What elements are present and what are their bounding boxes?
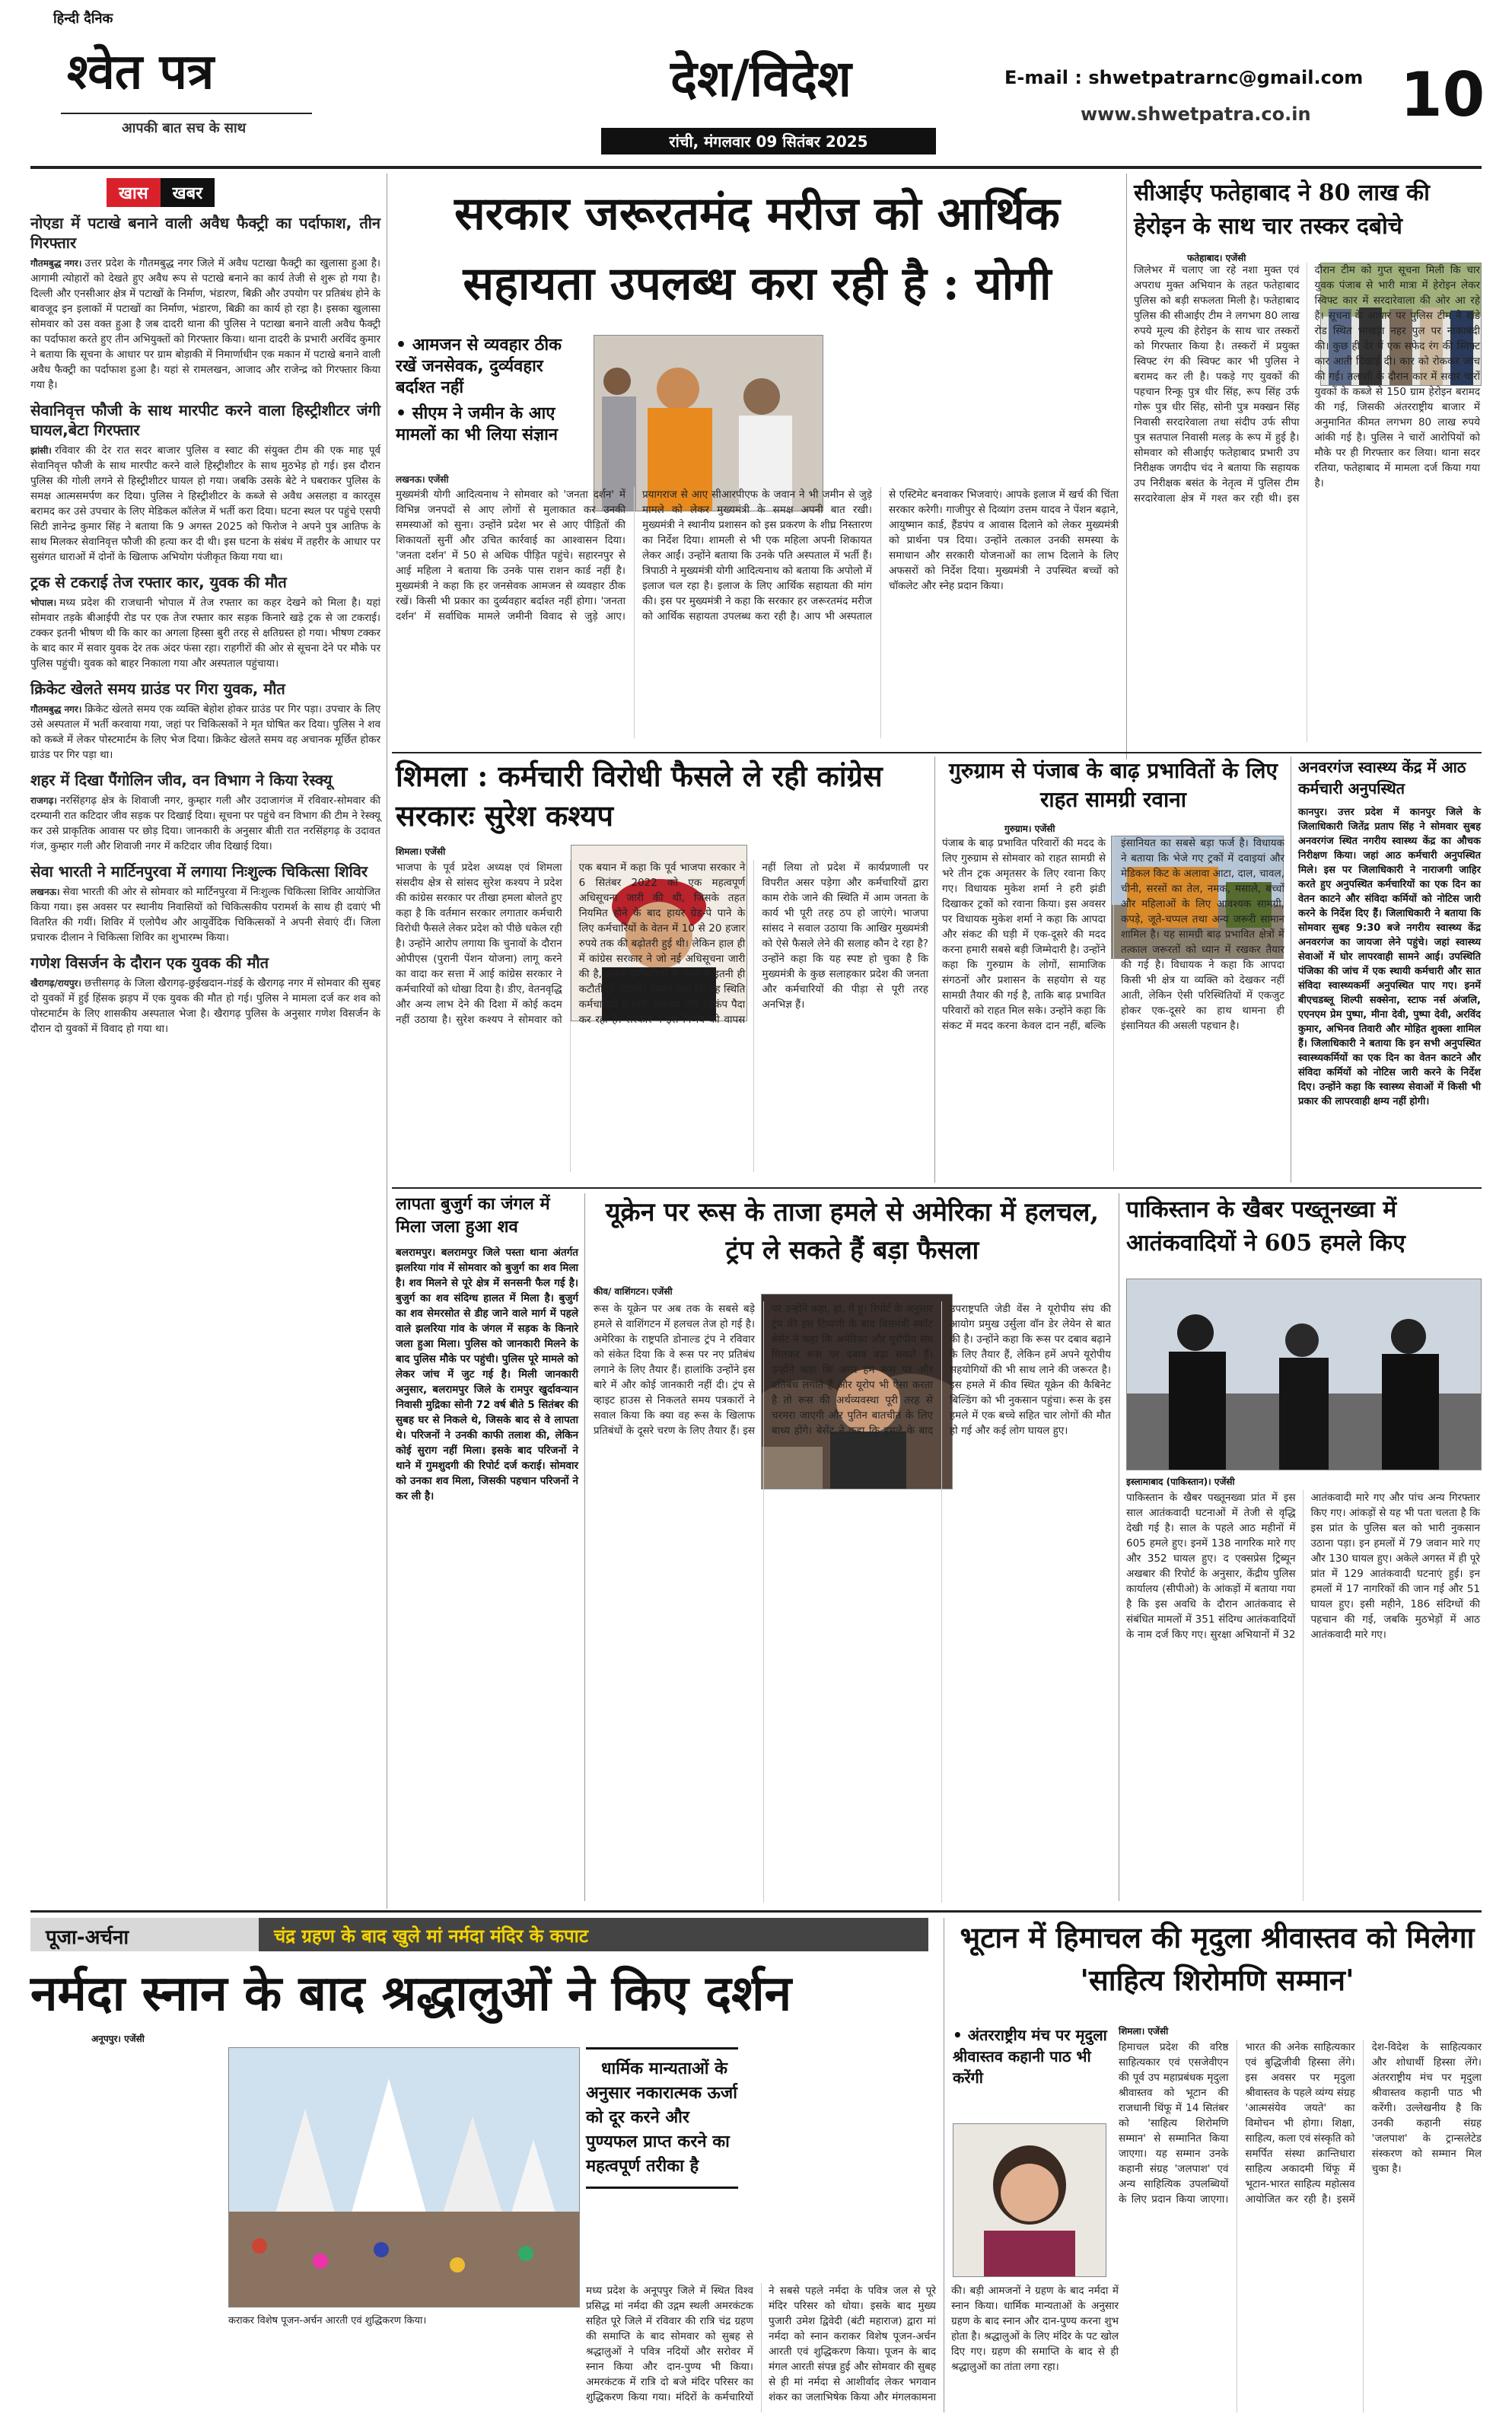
left-news-byline: खैरागढ़/रायपुर।: [30, 978, 81, 989]
pakistan-photo-art: [1127, 1279, 1481, 1470]
left-news-text: रविवार की देर रात सदर बाजार पुलिस व स्वाट की संयुक्त टीम की एक माह पूर्व सेवानिवृत्त फौजी के साथ मारपीट करने वाले हिस्ट्रीशीटर के साथ मुठभेड़ हो गई। इस दौरान पुलिस की गोली लगने से हिस्ट्रीशीटर घायल हो गया। जबकि उसके बेटे ने घबराकर पुलिस के समक्ष आत्मसमर्पण कर दिया। पुलिस ने हिस्ट्रीशीटर के कब्जे से अवैध असलहा व कारतूस बरामद कर उसे उपचार के लिए मेडिकल कॉलेज में भर्ती करा दिया। घटना स्थल पर पहुंचे एसपी सिटी ज्ञानेन्द्र कुमार सिंह ने बताया कि 9 अगस्त 2025 को फिरोज ने अपने पुत्र आतिफ के साथ मिलकर सेवानिवृत्त फौजी की हत्या कर दी थी। इस घटना के संबंध में तहरीर के आधार पर सुसंगत धाराओं में दोनों के खिलाफ अभियोग पंजीकृत किया गया था।: [30, 444, 380, 563]
top-story-bullet-2: • सीएम ने जमीन के आए मामलों का भी लिया संज्ञान: [396, 404, 558, 444]
masthead: [30, 6, 1484, 166]
top-story-bullets: [396, 335, 582, 464]
left-news-item: [30, 953, 380, 1037]
email[interactable]: E-mail : shwetpatrarnc@gmail.com: [1004, 67, 1364, 88]
bhutan-text: हिमाचल प्रदेश की वरिष्ठ साहित्यकार एवं एसजेवीएन की पूर्व उप महाप्रबंधक मृदुला श्रीवास्तव को भूटान की राजधानी थिंफू में 14 सितंबर को 'साहित्य शिरोमणि सम्मान' से सम्मानित किया जाएगा। यह सम्मान उनके कहानी संग्रह 'जलपाश' एवं अन्य साहित्यिक उपलब्धियों के लिए प्रदान किया जाएगा। भारत की अनेक साहित्यकार एवं बुद्धिजीवी हिस्सा लेंगे। इस अवसर पर मृदुला श्रीवास्तव के पहले व्यंग्य संग्रह 'आत्मसंयेव जयते' का विमोचन भी होगा। शिक्षा, साहित्य, कला एवं संस्कृति को समर्पित संस्था क्रान्तिधारा साहित्य अकादमी थिंफू में भूटान-भारत साहित्य महोत्सव आयोजित कर रही है। इसमें देश-विदेश के साहित्यकार और शोधार्थी हिस्सा लेंगे। अंतरराष्ट्रीय मंच पर मृदुला श्रीवास्तव कहानी पाठ भी करेंगी। उल्लेखनीय है कि उनकी कहानी संग्रह 'जलपाश' के ट्रान्सलेटेड संस्करण को सम्मान मिल चुका है।: [1119, 2041, 1482, 2206]
balrampur-divider: [584, 1193, 585, 1901]
section-title: देश/विदेश: [670, 49, 851, 108]
gurugram-text: पंजाब के बाढ़ प्रभावित परिवारों की मदद के लिए गुरुग्राम से सोमवार को राहत सामग्री से भरे तीन ट्रक अमृतसर के लिए रवाना किए गए। विधायक मुकेश शर्मा ने हरी झंडी दिखाकर ट्रकों को रवाना किया। इस अवसर पर विधायक मुकेश शर्मा ने कहा कि आपदा और संकट की घड़ी में एक-दूसरे की मदद करना हमारी सबसे बड़ी जिम्मेदारी है। उन्होंने कहा कि गुरुग्राम के लोगों, सामाजिक संगठनों और प्रशासन के सहयोग से यह सामग्री तैयार की गई है, ताकि बाढ़ प्रभावित परिवारों को राहत मिल सके। उन्होंने कहा कि संकट में मदद करना केवल दान नहीं, बल्कि इंसानियत का सबसे बड़ा फर्ज है। विधायक ने बताया कि भेजे गए ट्रकों में दवाइयां और मेडिकल किट के अलावा आटा, दाल, चावल, चीनी, सरसों का तेल, नमक, मसाले, बच्चों और महिलाओं के लिए आवश्यक सामग्री, कपड़े, जूते-चप्पल तथा अन्य जरूरी सामान शामिल है। यह सामग्री बाढ़ प्रभावित क्षेत्रों में तत्काल जरूरतों को ध्यान में रखकर तैयार की गई है। विधायक ने कहा कि आपदा किसी भी क्षेत्र या व्यक्ति को देखकर नहीं आती, लेकिन ऐसी परिस्थितियों में एकजुट होकर एक-दूसरे का हाथ थामना ही इंसानियत की असली पहचान है।: [942, 837, 1284, 1032]
left-news-body: [30, 595, 380, 671]
puja-text-col-1: [30, 2047, 217, 2413]
anvarganj-text: कानपुर। उत्तर प्रदेश में कानपुर जिले के जिलाधिकारी जितेंद्र प्रताप सिंह ने सोमवार सुबह अनवरगंज स्थित नगरीय स्वास्थ्य केंद्र का औचक निरीक्षण किया। जहां आठ कर्मचारी अनुपस्थित मिले। इस पर जिलाधिकारी ने नाराजगी जाहिर करते हुए अनुपस्थित कर्मचारियों का एक दिन का वेतन काटने और संविदा कर्मियों को नोटिस जारी करने के निर्देश दिए हैं। जिलाधिकारी ने बताया कि सोमवार सुबह 9:30 बजे नगरीय स्वास्थ्य केंद्र अनवरगंज का जायजा लेने पहुंचे। जहां स्वास्थ्य सेवाओं में घोर लापरवाही सामने आई। उपस्थिति पंजिका की जांच में एक स्थायी कर्मचारी और सात संविदा स्वास्थ्यकर्मी अनुपस्थित पाए गए। इनमें बीएचडब्लू शिल्पी सक्सेना, स्टाफ नर्स अंजलि, एएनएम प्रेम पुष्पा, मीना देवी, पुष्पा देवी, अरविंद कुमार, अभिनव तिवारी और मोहित शुक्ला शामिल हैं। जिलाधिकारी ने बताया कि इन सभी अनुपस्थित स्वास्थ्यकर्मियों का एक दिन का वेतन काटने और संविदा कर्मियों को नोटिस जारी करने के निर्देश दिए। उन्होंने कहा कि स्वास्थ्य सेवाओं में किसी भी प्रकार की लापरवाही क्षम्य नहीं होगी।: [1298, 807, 1481, 1107]
left-news-title: नोएडा में पटाखे बनाने वाली अवैध फैक्ट्री का पर्दाफाश, तीन गिरफ्तार: [30, 214, 380, 252]
puja-kicker: चंद्र ग्रहण के बाद खुले मां नर्मदा मंदिर के कपाट: [259, 1918, 928, 1951]
top-story-byline: लखनऊ। एजेंसी: [396, 474, 449, 485]
pakistan-photo: [1126, 1279, 1482, 1470]
anvarganj-box: [1298, 756, 1481, 1183]
left-news-byline: झांसी।: [30, 445, 52, 456]
left-news-byline: लखनऊ।: [30, 887, 60, 897]
mridula-photo: [953, 2123, 1106, 2277]
top-right-divider: [1126, 174, 1127, 760]
dateline: रांची, मंगलवार 09 सितंबर 2025: [601, 128, 936, 154]
left-news-text: सेवा भारती की ओर से सोमवार को मार्टिनपुरवा में निःशुल्क चिकित्सा शिविर आयोजित किया गया। इस अवसर पर स्थानीय निवासियों को चिकित्सकीय परामर्श के साथ ही दवाएं भी वितरित की गयीं। शिविर में एलोपैथ और आयुर्वेदिक चिकित्सकों ने अपनी सेवाएं दीं। जिला प्रचारक दीलान ने चिकित्सा शिविर का शुभारम्भ किया।: [30, 886, 380, 944]
left-news-list: [30, 213, 380, 1037]
page-number: 10: [1400, 59, 1485, 130]
left-news-byline: भोपाल।: [30, 597, 57, 608]
shimla-divider: [934, 756, 935, 1183]
top-story-bullet-2-text: सीएम ने जमीन के आए मामलों का भी लिया संज्ञान: [396, 404, 558, 444]
bhutan-bullet: • अंतरराष्ट्रीय मंच पर मृदुला श्रीवास्तव कहानी पाठ भी करेंगी: [953, 2026, 1107, 2087]
pakistan-byline: इस्लामाबाद (पाकिस्तान)। एजेंसी: [1126, 1476, 1235, 1487]
shimla-byline: शिमला। एजेंसी: [396, 846, 446, 857]
brand-tagline-top: हिन्दी दैनिक: [53, 11, 113, 27]
puja-byline: अनूपपुर। एजेंसी: [91, 2034, 145, 2044]
puja-tag: पूजा-अर्चना: [30, 1918, 259, 1951]
shimla-headline: शिमला : कर्मचारी विरोधी फैसले ले रही कांग्रेस सरकारः सुरेश कश्यप: [396, 759, 883, 833]
mid-rule-2: [392, 1187, 1482, 1189]
left-news-item: [30, 400, 380, 565]
khas-khabar-tag: [107, 178, 380, 207]
left-news-byline: राजगढ़।: [30, 795, 57, 806]
left-news-title: गणेश विसर्जन के दौरान एक युवक की मौत: [30, 954, 269, 972]
left-news-title: ट्रक से टकराई तेज रफ्तार कार, युवक की मौत: [30, 573, 287, 591]
brand-underline: [61, 113, 312, 114]
top-story-headline: सरकार जरूरतमंद मरीज को आर्थिक सहायता उपलब्ध करा रही है : योगी: [454, 187, 1060, 311]
puja-headline: नर्मदा स्नान के बाद श्रद्धालुओं ने किए दर्शन: [30, 1965, 792, 2022]
left-news-text: नरसिंहगढ़ क्षेत्र के शिवाजी नगर, कुम्हार गली और उदाजागंज में रविवार-सोमवार की दरम्यानी रात कटिदार जीव सड़क पर दिखाई दिया। सूचना पर पहुंचे वन विभाग की टीम ने रेस्क्यू कर उसे प्राकृतिक आवास पर छोड़ दिया। जानकारी के अनुसार बीती रात नरसिंहगढ़ के उदावत गंज, कुम्हार गली और शिवाजी नगर में कटिदार जीव दिखाई दिया।: [30, 795, 380, 852]
balrampur-box: [396, 1193, 578, 1901]
gurugram-byline: गुरुग्राम। एजेंसी: [1004, 823, 1055, 834]
yogi-photo: [594, 335, 823, 511]
temple-photo: [228, 2047, 580, 2308]
fatehabad-text: जिलेभर में चलाए जा रहे नशा मुक्त एवं अपराध मुक्त अभियान के तहत फतेहाबाद पुलिस को बड़ी सफलता मिली है। फतेहाबाद पुलिस की सीआईए टीम ने लगभग 80 लाख रुपये मूल्य की हेरोइन के साथ चार तस्करों को गिरफ्तार किया है। तस्करों में प्रयुक्त स्विफ्ट रंग की स्विफ्ट कार भी पुलिस ने बरामद कर ली है। पकड़े गए युवकों की पहचान रिन्कू पुत्र धीर सिंह, रूप सिंह उर्फ गोरू पुत्र धीर सिंह, सोनी पुत्र मक्खन सिंह निवासी सरदारेवाला तथा संदीप उर्फ सीपा पुत्र सतपाल निवासी मलड़ के रूप में हुई है। सोमवार को सीआईए फतेहाबाद प्रभारी उप निरीक्षक जगदीप चंद ने बताया कि सहायक उप निरीक्षक बसंत के नेतृत्व में पुलिस टीम सरदारेवाला क्षेत्र में गश्त कर रही थी। इस दौरान टीम को गुप्त सूचना मिली कि चार युवक पंजाब से भारी मात्रा में हेरोइन लेकर स्विफ्ट कार में सरदारेवाला की ओर आ रहे हैं। सूचना के आधार पर पुलिस टीम ने खंडे रोड स्थित भाखड़ा नहर पुल पर नाकाबंदी की। कुछ ही देर में एक सफेद रंग की स्विफ्ट कार आती दिखाई दी। कार को रोककर जांच की गई। तलाशी के दौरान कार में सवार चारों युवकों के कब्जे से 150 ग्राम हेरोइन बरामद की गई, जिसकी अंतरराष्ट्रीय बाजार में अनुमानित कीमत लगभग 80 लाख रुपये आंकी गई है। पुलिस ने चारों आरोपियों को मौके पर ही गिरफ्तार कर लिया। थाना सदर रतिया, फतेहाबाद में मामला दर्ज किया गया है।: [1134, 264, 1480, 505]
callout-text: धार्मिक मान्यताओं के अनुसार नकारात्मक ऊर्जा को दूर करने और पुण्यफल प्राप्त करने का महत्वपूर्ण तरीका है: [586, 2047, 738, 2189]
pakistan-text: पाकिस्तान के खैबर पख्तूनख्वा प्रांत में इस साल आतंकवादी घटनाओं में तेजी से वृद्धि देखी गई है। साल के पहले आठ महीनों में 605 हमले हुए। इनमें 138 नागरिक मारे गए और 352 घायल हुए। द एक्सप्रेस ट्रिब्यून अखबार की रिपोर्ट के अनुसार, केंद्रीय पुलिस कार्यालय (सीपीओ) के आंकड़ों में बताया गया है कि इस अवधि के दौरान आतंकवाद से संबंधित मामलों में 351 संदिग्ध आतंकवादियों के नाम दर्ज किए गए। सुरक्षा अभियानों में 32 आतंकवादी मारे गए और पांच अन्य गिरफ्तार किए गए। आंकड़ों से यह भी पता चलता है कि इस प्रांत के पुलिस बल को भारी नुकसान उठाना पड़ा। इन हमलों में 79 जवान मारे गए और 130 घायल हुए। अकेले अगस्त में ही पूरे प्रांत में 129 आतंकवादी घटनाएं हुई। इन हमलों में 17 नागरिकों की जान गई और 51 घायल हुए। इसी महीने, 186 संदिग्धों की पहचान की गई, जबकि मुठभेड़ों में आठ आतंकवादी मारे गए।: [1126, 1492, 1480, 1641]
left-news-body: [30, 256, 380, 393]
website[interactable]: www.shwetpatra.co.in: [1081, 104, 1311, 125]
bhutan-bullet-text: अंतरराष्ट्रीय मंच पर मृदुला श्रीवास्तव कहानी पाठ भी करेंगी: [953, 2026, 1107, 2087]
left-news-byline: गौतमबुद्ध नगर।: [30, 704, 82, 715]
left-news-body: [30, 443, 380, 565]
left-news-title: क्रिकेट खेलते समय ग्राउंड पर गिरा युवक, मौत: [30, 680, 285, 698]
left-news-byline: गौतमबुद्ध नगर।: [30, 258, 82, 269]
puja-text-cols: मध्य प्रदेश के अनूपपुर जिले में स्थित विश्व प्रसिद्ध मां नर्मदा की उद्गम स्थली अमरकंटक सहित पूरे जिले में रविवार की रात्रि चंद्र ग्रहण की समाप्ति के बाद सोमवार को सुबह से श्रद्धालुओं ने पवित्र नदियों और सरोवर में स्नान किया और दान-पुण्य भी किया। अमरकंटक में रात्रि दो बजे मंदिर परिसर का शुद्धिकरण किया गया। मंदिरों के कर्मचारियों ने सबसे पहले नर्मदा के पवित्र जल से पूरे मंदिर परिसर को धोया। इसके बाद मुख्य पुजारी उमेश द्विवेदी (बंटी महाराज) द्वारा मां नर्मदा को स्नान कराकर विशेष पूजन-अर्चन आरती एवं शुद्धिकरण किया। पूजन के बाद मंगल आरती संपन्न हुई और सोमवार की सुबह से ही मां नर्मदा से आशीर्वाद लेकर भगवान शंकर का जलाभिषेक किया और मंगलकामना की। बड़ी आमजनों ने ग्रहण के बाद नर्मदा में स्नान किया। धार्मिक मान्यताओं के अनुसार ग्रहण के बाद स्नान और दान-पुण्य करना शुभ होता है। श्रद्धालुओं के लिए मंदिर के पट खोल दिए गए। ग्रहण की समाप्ति के बाद से ही श्रद्धालुओं का तांता लगा रहा।: [586, 2285, 1119, 2403]
top-story-text: मुख्यमंत्री योगी आदित्यनाथ ने सोमवार को 'जनता दर्शन' में विभिन्न जनपदों से आए लोगों से मुलाकात कर उनकी समस्याओं को सुना। उन्होंने प्रदेश भर से आए पीड़ितों की शिकायतों सुनीं और उचित कार्रवाई का आश्वासन दिया। 'जनता दर्शन' में 50 से अधिक पीड़ित पहुंचे। सहारनपुर से आई महिला ने बताया कि उनके पास राशन कार्ड नहीं है। मुख्यमंत्री ने कहा कि हर जनसेवक आमजन से व्यवहार ठीक रखें। किसी भी प्रकार का दुर्व्यवहार बर्दाश्त नहीं होगा। 'जनता दर्शन' में सर्वाधिक मामले जमीनी विवाद से जुड़े आए। प्रयागराज से आए सीआरपीएफ के जवान ने भी जमीन से जुड़े मामले को लेकर मुख्यमंत्री के समक्ष अपनी बात रखी। मुख्यमंत्री ने स्थानीय प्रशासन को इस प्रकरण के शीघ्र निस्तारण का निर्देश दिया। शामली से भी एक महिला अपनी शिकायत लेकर आईं। उन्होंने बताया कि उनके पति अस्पताल में भर्ती हैं। त्रिपाठी ने मुख्यमंत्री योगी आदित्यनाथ को बताया कि अपोलो में इलाज चल रहा है। इलाज के लिए आर्थिक सहायता की मांग की। इस पर मुख्यमंत्री ने कहा कि सरकार हर जरूरतमंद मरीज को आर्थिक सहायता उपलब्ध करा रही है। आप भी अस्पताल से एस्टिमेट बनवाकर भिजवाएं। आपके इलाज में खर्च की चिंता सरकार करेगी। गाजीपुर से दिव्यांग उत्तम यादव ने पेंशन बढ़ाने, आयुष्मान कार्ड, हैंडपंप व आवास दिलाने को लेकर मुख्यमंत्री को प्रार्थना पत्र दिया। उन्होंने तत्काल उनकी समस्या के समाधान और सरकारी योजनाओं का लाभ दिलाने के लिए अफसरों को निर्देश दिया। मुख्यमंत्री ने उपस्थित बच्चों को चॉकलेट और स्नेह प्रदान किया।: [396, 489, 1119, 623]
brand-name: श्वेत पत्र: [67, 43, 215, 100]
left-news-text: छत्तीसगढ़ के जिला खैरागढ़-छुईखदान-गंडई के खैरागढ़ नगर में सोमवार की सुबह दो युवकों में हुई हिंसक झड़प में एक युवक की मौत हो गई। पुलिस ने मामला दर्ज कर शव को पोस्टमार्टम के लिए शासकीय अस्पताल भेजा है। खैरागढ़ पुलिस के अनुसार गणेश विसर्जन के दौरान दो युवकों में विवाद हो गया था।: [30, 977, 380, 1035]
ukraine-headline: यूक्रेन पर रूस के ताजा हमले से अमेरिका में हलचल, ट्रंप ले सकते हैं बड़ा फैसला: [605, 1197, 1100, 1266]
left-news-text: क्रिकेट खेलते समय एक व्यक्ति बेहोश होकर ग्राउंड पर गिर पड़ा। उपचार के लिए उसे अस्पताल में भर्ती करवाया गया, जहां पर चिकित्सकों ने मृत घोषित कर दिया। पुलिस ने शव को कब्जे में लेकर पोस्टमार्टम के लिए भेज दिया। क्रिकेट खेलते समय वह अचानक मूर्छित होकर ग्राउंड पर गिर पड़ा था।: [30, 703, 380, 761]
left-news-text: मध्य प्रदेश की राजधानी भोपाल में तेज रफ्तार का कहर देखने को मिला है। यहां सोमवार तड़के बीआईपी रोड पर एक तेज रफ्तार कार सड़क किनारे खड़े ट्रक से जा टकराई। टक्कर इतनी भीषण थी कि कार का अगला हिस्सा बुरी तरह से क्षतिग्रस्त हो गया। भीषण टक्कर के बाद कार में सवार युवक देर तक अंदर फंसा रहा। राहगीरों की ओर से सूचना देने पर मौके पर पुलिस पहुंची। युवक को बाहर निकाला गया और अस्पताल पहुंचाया।: [30, 597, 380, 670]
ukraine-text: रूस के यूक्रेन पर अब तक के सबसे बड़े हमले से वाशिंगटन में हलचल तेज हो गई है। अमेरिका के राष्ट्रपति डोनाल्ड ट्रंप ने रविवार को संकेत दिया कि वे रूस पर नए प्रतिबंध लगाने के लिए तैयार हैं। हालांकि उन्होंने इस बारे में और कोई जानकारी नहीं दी। ट्रंप से व्हाइट हाउस से निकलते समय पत्रकारों ने सवाल किया कि क्या वह रूस के खिलाफ प्रतिबंधों के दूसरे चरण के लिए तैयार हैं। इस पर उन्होंने कहा, हां, मैं हूं। रिपोर्ट के अनुसार ट्रंप की इस टिप्पणी के बाद वित्तमंत्री स्कॉट बेसेंट ने कहा कि अमेरिका और यूरोपीय संघ मिलकर रूस पर दबाव बढ़ा सकते हैं। उन्होंने कहा कि अगर हम रूस पर और प्रतिबंध लगाते हैं और यूरोप भी ऐसा करता है तो रूस की अर्थव्यवस्था पूरी तरह से चरमरा जाएगी और पुतिन बातचीत के लिए बाध्य होंगे। बेसेंट ने कहा कि हमले के बाद उपराष्ट्रपति जेडी वेंस ने यूरोपीय संघ की आयोग प्रमुख उर्सुला वॉन डेर लेयेन से बात की है। उन्होंने कहा कि रूस पर दबाव बढ़ाने के लिए तैयार हैं, लेकिन हमें अपने यूरोपीय सहयोगियों की भी साथ लाने की जरूरत है। इस हमले में कीव स्थित यूक्रेन की कैबिनेट बिल्डिंग को भी नुकसान पहुंचा। रूस के इस हमले में एक बच्चे सहित चार लोगों की मौत हो गई और कई लोग घायल हुए।: [594, 1303, 1111, 1437]
left-news-body: [30, 884, 380, 945]
brand-block: [30, 6, 350, 158]
puja-callout: [586, 2047, 738, 2276]
ukraine-byline: कीव/ वाशिंगटन। एजेंसी: [594, 1286, 673, 1297]
callout-spacer: [586, 2047, 601, 2078]
left-column: [30, 174, 380, 1909]
left-news-item: [30, 213, 380, 393]
left-news-body: [30, 793, 380, 854]
shimla-text: भाजपा के पूर्व प्रदेश अध्यक्ष एवं शिमला संसदीय क्षेत्र से सांसद सुरेश कश्यप ने प्रदेश की कांग्रेस सरकार पर तीखा हमला बोलते हुए कहा है कि वर्तमान सरकार लगातार कर्मचारी विरोधी फैसले लेकर प्रदेश को पीछे धकेल रही है। उन्होंने आरोप लगाया कि चुनावों के दौरान ओपीएस (पुरानी पेंशन योजना) लागू करने का वादा कर सत्ता में आई कांग्रेस सरकार ने कर्मचारियों को धोखा दिया है। डीए, वेतनवृद्धि और अन्य लाभ देने की दिशा में कोई कदम नहीं उठाया है। सुरेश कश्यप ने सोमवार को एक बयान में कहा कि पूर्व भाजपा सरकार ने 6 सितंबर 2022 को एक महत्वपूर्ण अधिसूचना जारी की थी, जिसके तहत नियमित होने के बाद हायर ग्रेड-पे पाने के लिए कर्मचारियों के वेतन में 10 से 20 हजार रुपये तक की बढ़ोतरी हुई थी। लेकिन हाल ही में कांग्रेस सरकार ने जो नई अधिसूचना जारी की है, उससे कर्मचारियों के वेतन में इतनी ही कटौती हो जाएगी। उन्होंने कहा कि यह स्थिति कर्मचारियों में भारी असंतोष और हड़कंप पैदा कर रही है। सरकार ने इस निर्णय को वापस नहीं लिया तो प्रदेश में कार्यप्रणाली पर विपरीत असर पड़ेगा और कर्मचारियों द्वारा काम रोके जाने की स्थिति में आम जनता के कार्य भी पूरी तरह ठप हो जाएंगे। भाजपा सांसद ने सवाल उठाया कि आखिर मुख्यमंत्री को ऐसे फैसले लेने की सलाह कौन दे रहा है? उन्होंने कहा कि यह स्पष्ट हो चुका है कि मुख्यमंत्री के कुछ सलाहकार प्रदेश की जनता और कर्मचारियों की पीड़ा से पूरी तरह अनभिज्ञ हैं।: [396, 862, 928, 1026]
fatehabad-byline: फतेहाबाद। एजेंसी: [1187, 253, 1246, 263]
left-news-item: [30, 572, 380, 671]
left-news-item: [30, 679, 380, 763]
puja-caption: कराकर विशेष पूजन-अर्चन आरती एवं शुद्धिकरण किया।: [228, 2315, 427, 2327]
left-news-item: [30, 862, 380, 945]
left-news-title: सेवानिवृत्त फौजी के साथ मारपीट करने वाला हिस्ट्रीशीटर जंगी घायल,बेटा गिरफ्तार: [30, 401, 380, 439]
left-news-text: उत्तर प्रदेश के गौतमबुद्ध नगर जिले में अवैध पटाखा फैक्ट्री का खुलासा हुआ है। आगामी त्योहारों को देखते हुए अवैध रूप से पटाखे बनाने का कार्य तेजी से शुरू हो गया है। दिल्ली और एनसीआर क्षेत्र में पटाखों के निर्माण, भंडारण, बिक्री और उपयोग पर प्रतिबंध होने के बावजूद इन इलाकों में पटाखों का निर्माण, भंडारण, बिक्री का कार्य हो रहा है। इसका खुलासा सोमवार को उस वक्त हुआ है जब दादरी थाना की पुलिस ने पटाखा बनाने वाली अवैध फैक्ट्री का पर्दाफाश करते हुए तीन अभियुक्तों को गिरफ्तार किया। थाना दादरी के प्रभारी अरविंद कुमार ने बताया कि सूचना के आधार पर ग्राम बोड़ाकी में निमार्णाधीन एक मकान में पटाखे बनाने वाली अवैध फैक्ट्री का पर्दाफाश हुआ है। यहां से रामलखन, आजाद और राजेन्द्र को गिरफ्तार किया गया है।: [30, 257, 380, 391]
anvarganj-headline: अनवरगंज स्वास्थ्य केंद्र में आठ कर्मचारी अनुपस्थित: [1298, 758, 1466, 798]
top-story-bullet-1-text: आमजन से व्यवहार ठीक रखें जनसेवक, दुर्व्यवहार बर्दाश्त नहीं: [396, 336, 562, 397]
pakistan-headline: पाकिस्तान के खैबर पख्तूनख्वा में आतंकवादियों ने 605 हमले किए: [1126, 1196, 1405, 1256]
balrampur-text: बलरामपुर। बलरामपुर जिले पस्ता थाना अंतर्गत झलरिया गांव में सोमवार को बुजुर्ग का शव मिला है। शव मिलने से पूरे क्षेत्र में सनसनी फैल गई है। बुजुर्ग का शव संदिग्ध हालत में मिला है। बुजुर्ग का शव सेमरसोत से डीह जाने वाले मार्ग में पहले वाले झलरिया गांव के जंगल में सड़क के किनारे जला हुआ मिला। पुलिस को जानकारी मिलने के बाद पुलिस मौके पर पहुंची। पुलिस पूरे मामले को लेकर जांच में जुट गई है। मिली जानकारी अनुसार, बलरामपुर जिले के रामपुर खुर्दावन्यान निवासी मुद्रिका सोनी 72 वर्ष बीते 5 सितंबर की सुबह घर से निकले थे, जिसके बाद से वे लापता थे। परिजनों ने उनकी काफी तलाश की, लेकिन कोई सुराग नहीं मिला। इसके बाद परिजनों ने थाने में गुमशुदगी की रिपोर्ट दर्ज कराई। सोमवार को उनका शव मिला, जिसकी पहचान परिजनों ने कर ली है।: [396, 1247, 578, 1502]
khas-label: खास: [107, 178, 161, 207]
balrampur-headline: लापता बुजुर्ग का जंगल में मिला जला हुआ शव: [396, 1195, 550, 1237]
left-news-item: [30, 770, 380, 854]
left-news-body: [30, 702, 380, 763]
bhutan-headline: भूटान में हिमाचल की मृदुला श्रीवास्तव को मिलेगा 'साहित्य शिरोमणि सम्मान': [960, 1920, 1475, 1997]
mridula-photo-art: [953, 2124, 1106, 2276]
fatehabad-headline: सीआईए फतेहाबाद ने 80 लाख की हेरोइन के साथ चार तस्कर दबोचे: [1134, 180, 1430, 240]
left-news-title: शहर में दिखा पैंगोलिन जीव, वन विभाग ने किया रेस्क्यू: [30, 771, 333, 789]
left-news-body: [30, 976, 380, 1037]
gurugram-headline: गुरुग्राम से पंजाब के बाढ़ प्रभावितों के लिए राहत सामग्री रवाना: [948, 758, 1278, 812]
khabar-label: खबर: [161, 178, 215, 207]
mid-rule-1: [392, 752, 1482, 753]
yogi-photo-art: [594, 336, 823, 511]
bottom-rule: [30, 1910, 1482, 1913]
top-story-bullet-1: • आमजन से व्यवहार ठीक रखें जनसेवक, दुर्व्यवहार बर्दाश्त नहीं: [396, 336, 562, 397]
masthead-rule: [30, 166, 1482, 169]
brand-slogan: आपकी बात सच के साथ: [122, 120, 247, 136]
bhutan-byline: शिमला। एजेंसी: [1119, 2026, 1169, 2037]
temple-photo-art: [229, 2048, 579, 2307]
left-news-title: सेवा भारती ने मार्टिनपुरवा में लगाया निःशुल्क चिकित्सा शिविर: [30, 862, 368, 881]
